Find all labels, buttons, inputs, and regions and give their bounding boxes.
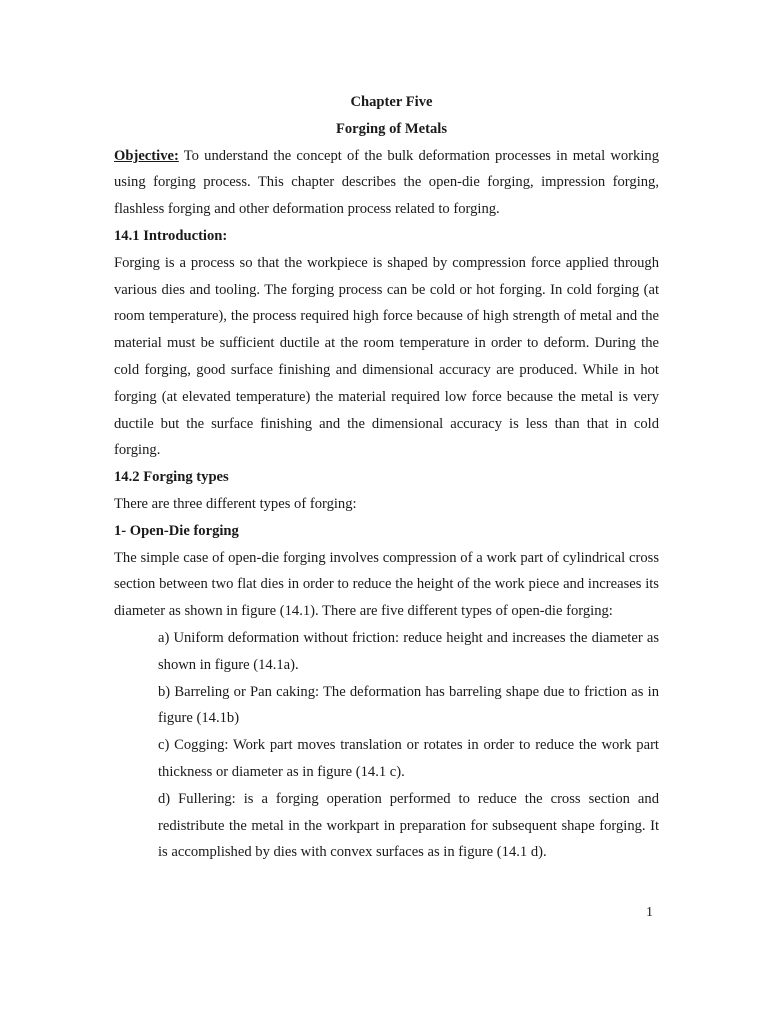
list-item-uniform-deformation: a) Uniform deformation without friction: reduce height and increases the diameter as shown in figure (14.1a). <box>158 629 659 673</box>
page-number: 1 <box>646 905 653 920</box>
objective-paragraph <box>114 143 659 223</box>
chapter-label: Chapter Five <box>350 94 433 110</box>
section-heading-open-die: 1- Open-Die forging <box>114 522 239 539</box>
section-heading-forging-types: 14.2 Forging types <box>114 469 229 486</box>
chapter-title: Forging of Metals <box>335 120 448 137</box>
list-item-fullering: d) Fullering: is a forging operation performed to reduce the cross section and redistribute the metal in the workpart in preparation for subsequent shape forging. It is accomplished by dies with convex surfaces as in figure (14.1 d). <box>158 790 659 861</box>
list-item-cogging: c) Cogging: Work part moves translation or rotates in order to reduce the work part thickness or diameter as in figure (14.1 c). <box>158 737 659 780</box>
list-item-barreling: b) Barreling or Pan caking: The deformation has barreling shape due to friction as in figure (14.1b) <box>158 683 659 727</box>
objective-label: Objective: <box>114 147 179 164</box>
section-heading-introduction: 14.1 Introduction: <box>114 227 228 244</box>
page-content <box>114 89 659 866</box>
forging-types-paragraph: There are three different types of forging: <box>114 495 357 512</box>
introduction-paragraph: Forging is a process so that the workpiece is shaped by compression force applied through various dies and tooling. The forging process can be cold or hot forging. In cold forging (at room temperature), the process required high force because of high strength of metal and the material must be sufficient ductile at the room temperature in order to deform. During the cold forging, good surface finishing and dimensional accuracy are produced. While in hot forging (at elevated temperature) the material required low force because the metal is very ductile but the surface finishing and the dimensional accuracy is less than that in cold forging. <box>114 254 659 459</box>
open-die-paragraph: The simple case of open-die forging involves compression of a work part of cylindrical cross section between two flat dies in order to reduce the height of the work piece and increases its diameter as shown in figure (14.1). There are five different types of open-die forging: <box>114 549 659 620</box>
objective-text: To understand the concept of the bulk deformation processes in metal working using forging process. This chapter describes the open-die forging, impression forging, flashless forging and other deformation process related to forging. <box>114 147 659 218</box>
